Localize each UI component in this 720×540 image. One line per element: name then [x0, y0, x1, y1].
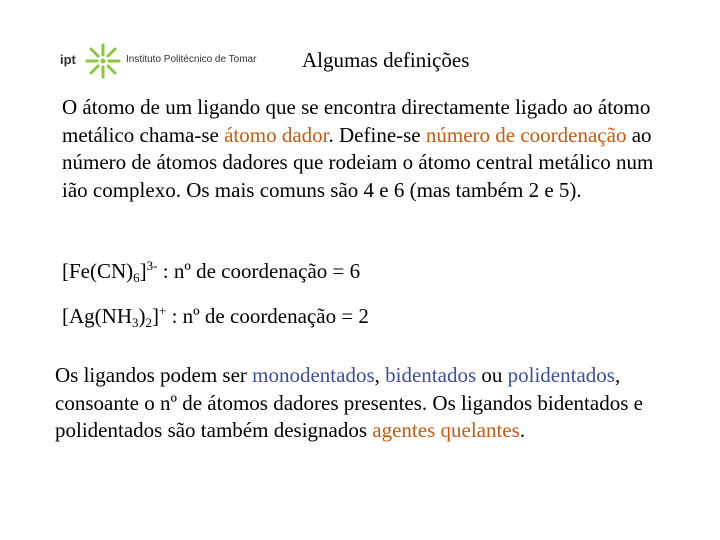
term-numero-coordenacao: número de coordenação	[425, 122, 627, 147]
logo-name: Instituto Politécnico de Tomar	[126, 54, 257, 65]
term-monodentados: monodentados	[252, 363, 375, 387]
formula-part: ]	[139, 259, 147, 283]
text: . Define-se	[328, 122, 426, 147]
text: ao número de átomos dadores que rodeiam o átomo central metálico num ião complexo. Os mais comuns são 4 e 6 (mas também 2 e 5).	[62, 122, 654, 202]
text: ,	[374, 363, 386, 387]
formula-fe-cn	[62, 258, 360, 286]
formula-text: : nº de coordenação = 6	[157, 259, 361, 283]
text: .	[519, 418, 526, 442]
slide-title: Algumas definições	[302, 48, 470, 72]
paragraph-ligandos	[55, 362, 665, 445]
term-bidentados: bidentados	[385, 363, 477, 387]
term-atomo-dador: átomo dador	[224, 122, 329, 147]
logo-abbr: ipt	[60, 52, 76, 67]
formula-text: : nº de coordenação = 2	[166, 304, 369, 328]
ipt-logo	[60, 40, 270, 80]
term-agentes-quelantes: agentes quelantes	[372, 418, 520, 442]
formula-charge: +	[158, 303, 167, 318]
formula-subscript: 2	[145, 315, 152, 330]
formula-part: [Ag(NH	[62, 304, 132, 328]
formula-part: [Fe(CN)	[62, 259, 134, 283]
formula-charge: 3-	[146, 258, 158, 273]
text: ou	[476, 363, 508, 387]
formula-subscript: 3	[131, 315, 139, 330]
term-polidentados: polidentados	[507, 363, 615, 387]
text: O átomo de um ligando que se encontra directamente ligado ao átomo metálico chama-se	[62, 95, 651, 147]
formula-ag-nh3	[62, 303, 369, 331]
text: , consoante o nº de átomos dadores presentes. Os ligandos bidentados e polidentados são também designados	[55, 363, 643, 442]
formula-subscript: 6	[133, 270, 140, 285]
paragraph-definitions	[62, 94, 662, 204]
formula-part: ]	[151, 304, 159, 328]
formula-part: )	[138, 304, 146, 328]
text: Os ligandos podem ser	[55, 363, 253, 387]
sunburst-logo-icon	[84, 42, 122, 80]
